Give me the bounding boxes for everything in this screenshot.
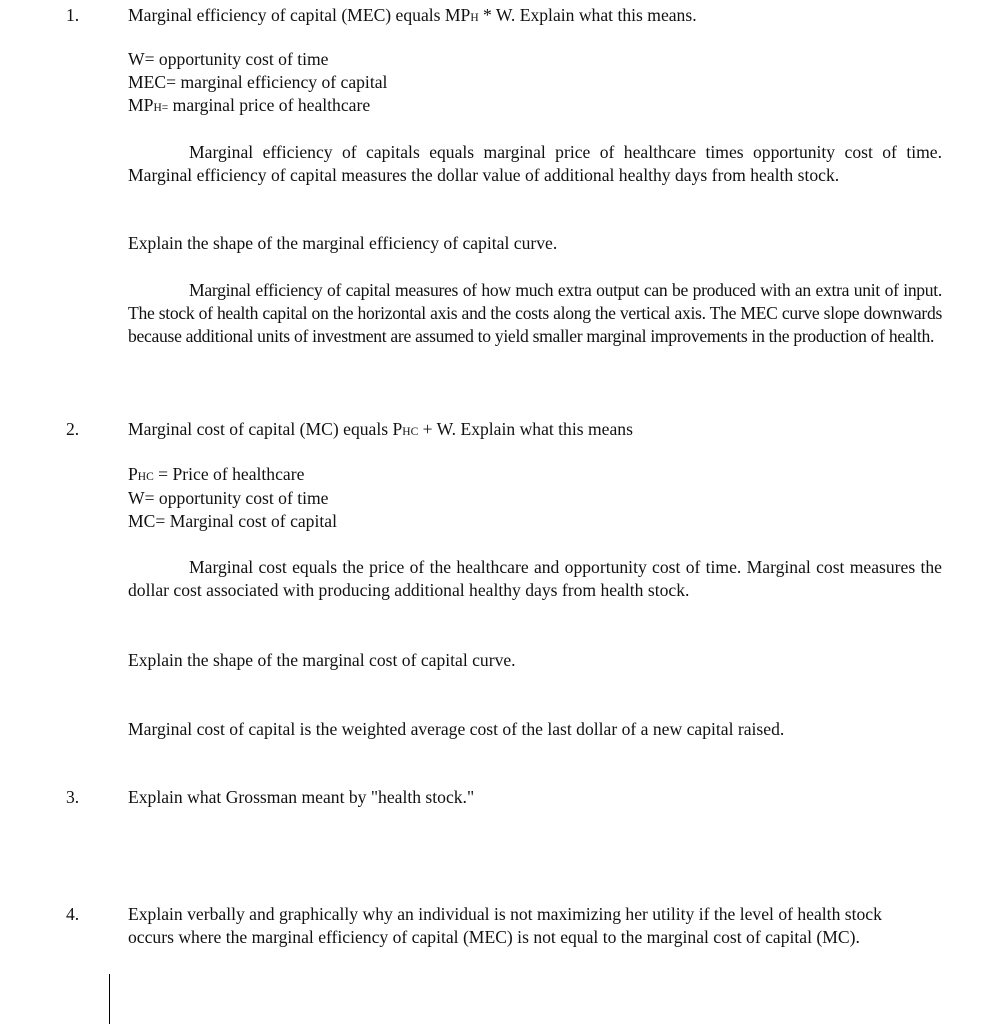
q2-def-w: W= opportunity cost of time [128,488,329,508]
q2-number: 2. [66,419,80,439]
q2-def-phc-rest: = Price of healthcare [153,464,305,484]
q1-question-rest: * W. Explain what this means. [478,5,697,25]
q4-question: Explain verbally and graphically why an individual is not maximizing her utility if the level of health stock occurs where the marginal efficiency of capital (MEC) is not equal to the marginal cost of capital (MC). [128,904,882,947]
q1-answer-paragraph [128,141,942,187]
q1-question-subscript: H [470,12,479,24]
q1-shape-question: Explain the shape of the marginal efficiency of capital curve. [128,233,558,253]
q2-def-phc-subscript: HC [137,471,154,483]
q1-def-mec: MEC= marginal efficiency of capital [128,72,388,92]
q1-question-text: Marginal efficiency of capital (MEC) equals MP [128,5,471,25]
q2-question-rest: + W. Explain what this means [418,419,633,439]
q2-question [128,418,633,444]
q2-question-text: Marginal cost of capital (MC) equals P [128,419,403,439]
q1-number: 1. [66,5,80,25]
q3-number: 3. [66,787,80,807]
q1-answer: Marginal efficiency of capitals equals marginal price of healthcare times opportunity cost of time. Marginal efficiency of capital measures the dollar value of additional healthy days from health stock. [128,142,942,185]
q1-shape-answer: Marginal efficiency of capital measures of how much extra output can be produced with an extra unit of input. The stock of health capital on the horizontal axis and the costs along the vertical axis. The MEC curve slope downwards because additional units of investment are assumed to yield smaller marginal improvements in the production of health. [128,280,942,346]
q2-def-phc [128,463,304,489]
q2-shape-answer: Marginal cost of capital is the weighted average cost of the last dollar of a new capital raised. [128,719,785,739]
q2-answer: Marginal cost equals the price of the healthcare and opportunity cost of time. Marginal cost measures the dollar cost associated with producing additional healthy days from health stock. [128,557,942,600]
text-cursor [109,974,110,1024]
q3-question: Explain what Grossman meant by "health stock." [128,787,475,807]
q4-number: 4. [66,904,80,924]
q1-def-w: W= opportunity cost of time [128,49,329,69]
q1-def-mph [128,94,370,120]
q2-shape-question: Explain the shape of the marginal cost of capital curve. [128,650,516,670]
q1-question [128,4,697,30]
q2-answer-paragraph [128,556,942,602]
q1-shape-answer-paragraph [128,279,942,348]
q2-def-mc: MC= Marginal cost of capital [128,511,337,531]
q1-def-mph-subscript: H= [153,102,169,114]
q2-question-subscript: HC [402,426,419,438]
q1-def-mph-rest: marginal price of healthcare [168,95,371,115]
q1-def-mph-base: MP [128,95,154,115]
q2-def-phc-base: P [128,464,138,484]
